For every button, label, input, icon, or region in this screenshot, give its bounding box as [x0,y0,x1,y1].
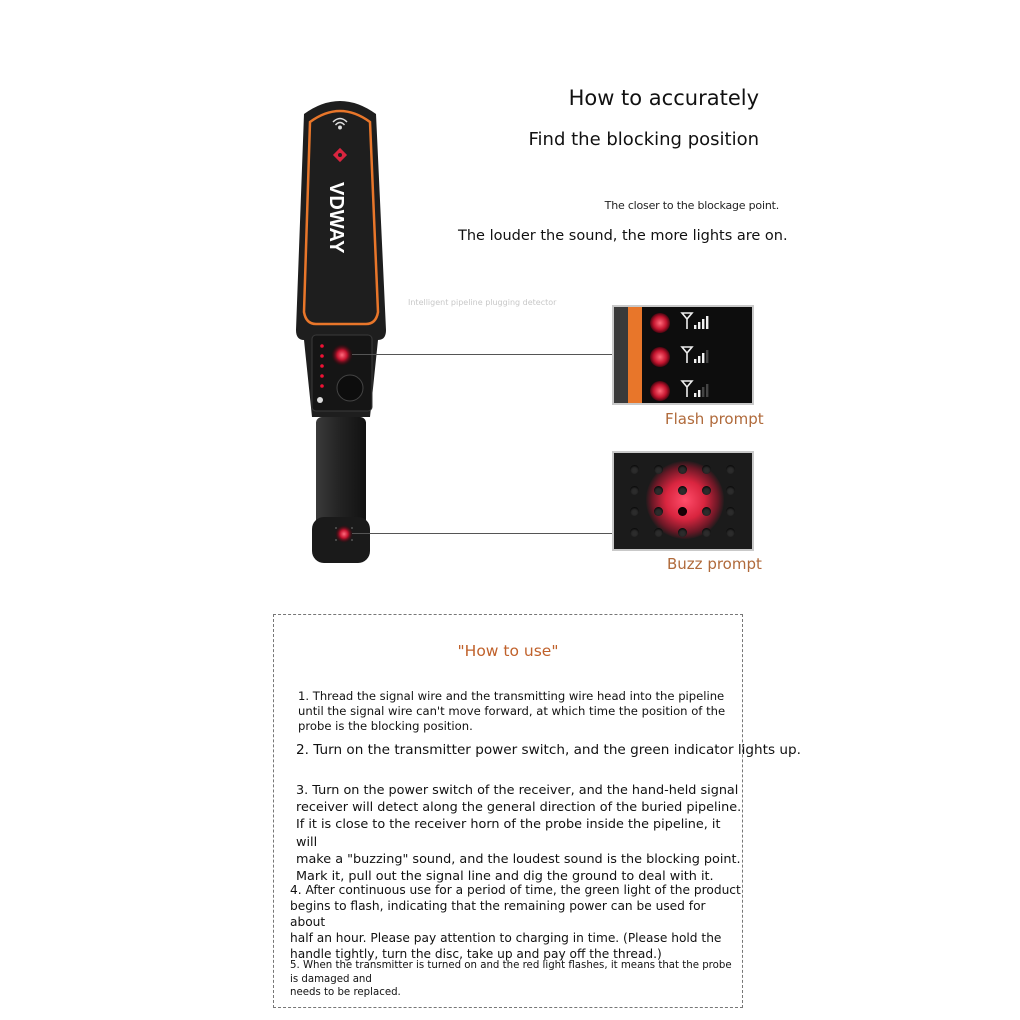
speaker-hole [702,528,711,537]
flash-leader-line [352,354,612,355]
led-icon [650,347,670,367]
speaker-hole [678,465,687,474]
speaker-hole [726,507,735,516]
control-dial [337,375,363,401]
speaker-hole [678,507,687,516]
main-led [331,344,353,366]
signal-bar [706,384,708,397]
step-4: 4. After continuous use for a period of time, the green light of the product begins to flash, indicating that the remaining power can be used for about half an hour. Please pay attention to charging in time. (Please hold the handle tightly, turn the disc, take up and pay off the thread.) [290,883,741,961]
step-1: 1. Thread the signal wire and the transmitting wire head into the pipeline until the signal wire can't move forward, at which time the position of the probe is the blocking position. [298,689,726,733]
speaker-hole [702,486,711,495]
signal-bar [694,359,696,363]
speaker-hole [702,465,711,474]
buzz-prompt-label: Buzz prompt [667,555,762,573]
flash-row [650,311,750,339]
closer-note: The closer to the blockage point. [604,199,779,212]
led-icon [650,313,670,333]
signal-bar [706,350,708,363]
device-brand: VDWAY [325,182,347,254]
signal-bar [706,316,708,329]
signal-bar [694,393,696,397]
speaker-hole [630,507,639,516]
flash-row [650,379,750,405]
speaker-hole [654,465,663,474]
signal-strength-icon [680,311,716,331]
speaker-hole [654,528,663,537]
heading-line-2: Find the blocking position [528,129,759,150]
step-2: 2. Turn on the transmitter power switch, and the green indicator lights up. [296,742,801,758]
speaker-hole [726,486,735,495]
flash-prompt-label: Flash prompt [665,410,764,428]
speaker-hole [630,528,639,537]
louder-note: The louder the sound, the more lights are on. [458,228,788,244]
speaker-hole [678,486,687,495]
signal-bar [698,322,700,329]
buzzer-led [335,525,353,543]
led-icon [650,381,670,401]
signal-bar [702,387,704,397]
flash-prompt-panel [612,305,754,405]
speaker-hole [726,528,735,537]
step-5: 5. When the transmitter is turned on and the red light flashes, it means that the probe is damaged and needs to be replaced. [290,960,732,998]
how-to-use-box [273,614,801,1008]
speaker-hole [726,465,735,474]
speaker-hole [702,507,711,516]
signal-bar [694,325,696,329]
detector-device [290,92,390,567]
how-to-use-title: "How to use" [457,642,559,660]
faint-caption: Intelligent pipeline plugging detector [408,298,557,307]
signal-bar [702,353,704,363]
step-3: 3. Turn on the power switch of the receiver, and the hand-held signal receiver will detect along the general direction of the buried pipeline. If it is close to the receiver horn of the probe inside the pipeline, it will make a "buzzing" sound, and the loudest sound is the blocking point. Mark it, pull out the signal line and dig the ground to deal with it. [296,783,742,885]
speaker-hole [630,465,639,474]
flash-row [650,345,750,373]
signal-strength-icon [680,379,716,399]
signal-bar [698,390,700,397]
speaker-hole [654,507,663,516]
speaker-hole [678,528,687,537]
buzz-leader-line [352,533,612,534]
signal-bar [702,319,704,329]
speaker-hole [654,486,663,495]
buzz-prompt-panel [612,451,754,551]
speaker-hole [630,486,639,495]
signal-bar [698,356,700,363]
heading-line-1: How to accurately [568,86,759,110]
signal-strength-icon [680,345,716,365]
